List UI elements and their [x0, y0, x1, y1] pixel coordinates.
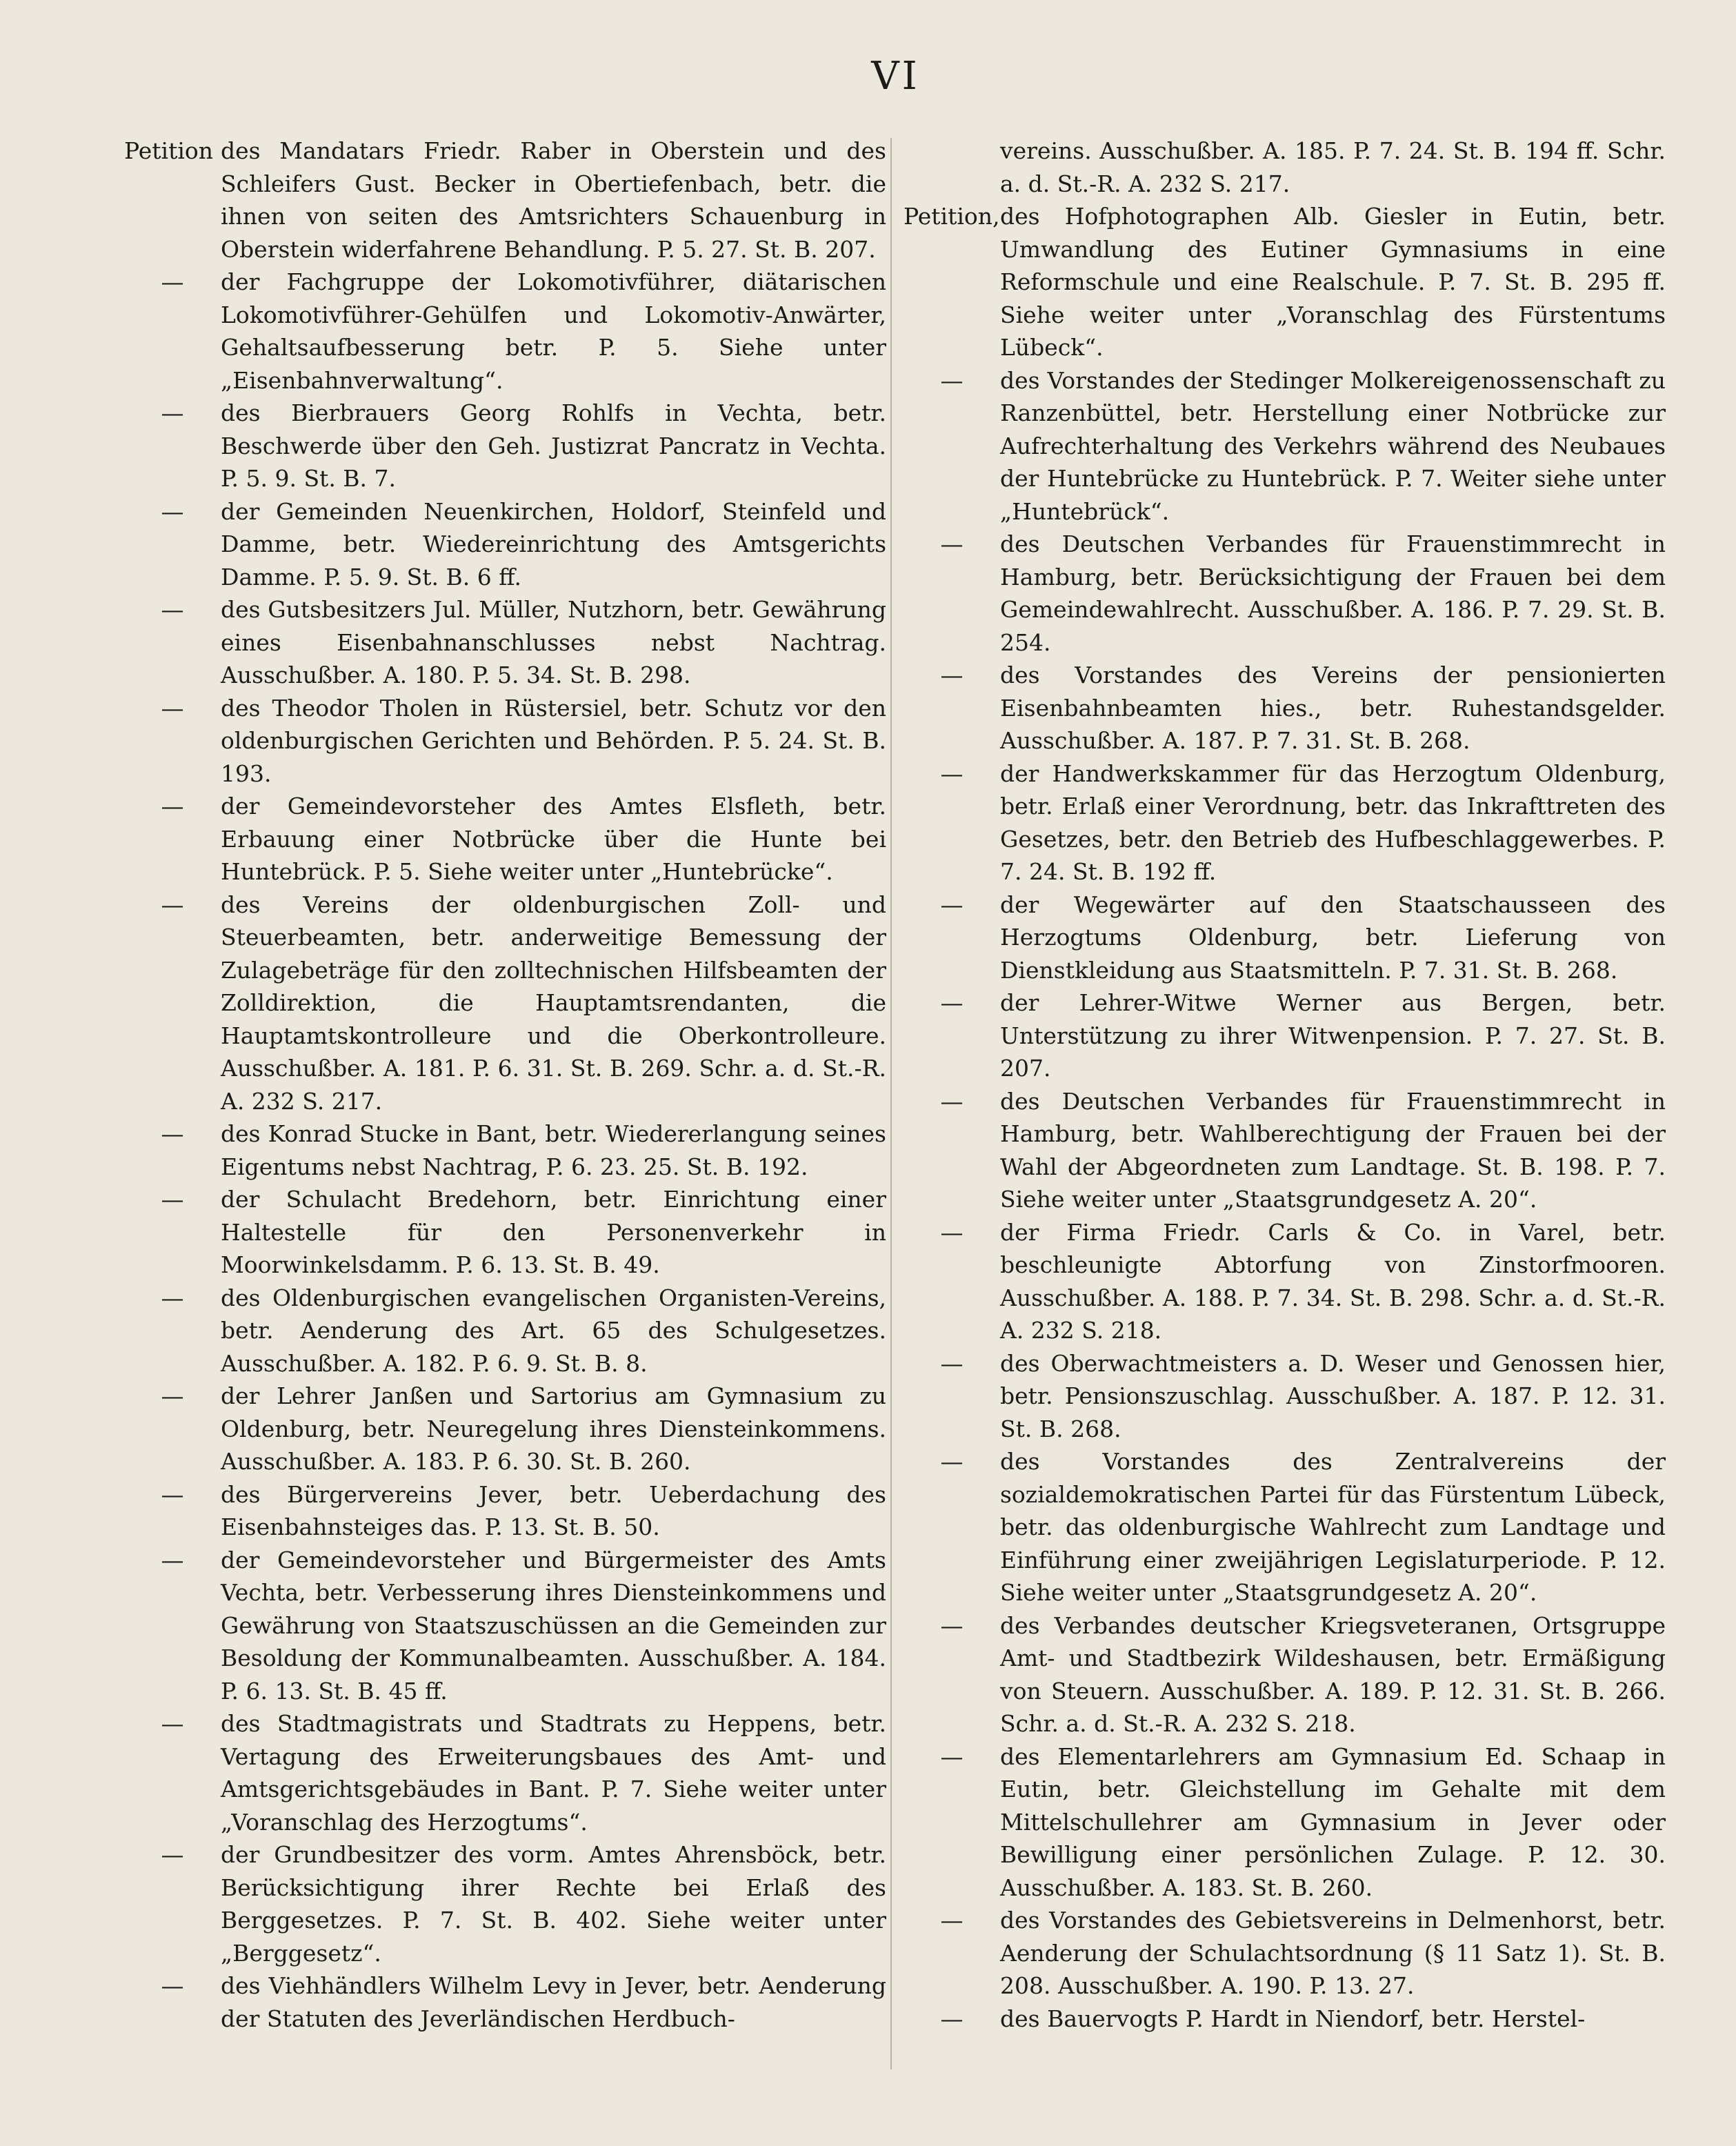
entry-text: des Verbandes deutscher Kriegsveteranen, Ortsgruppe Amt- und Stadtbezirk Wildeshausen, betr. Ermäßigung von Steuern. Ausschußber. A. 189. P. 12. 31. St. B. 266. Schr. a. d. St.-R. A. 232 S. 218. [1000, 1611, 1666, 1737]
index-entry [124, 135, 886, 266]
index-entry [904, 1609, 1666, 1740]
entry-lead: — [161, 1546, 184, 1573]
index-entry [124, 1478, 886, 1544]
entry-lead: — [940, 1218, 964, 1246]
entry-lead: — [161, 1120, 184, 1147]
entry-text: des Bauervogts P. Hardt in Niendorf, betr. Herstel- [1000, 2005, 1586, 2032]
index-entry [124, 593, 886, 692]
entry-lead: — [940, 1907, 964, 1934]
index-entry [124, 1838, 886, 1969]
entry-lead: — [940, 1349, 964, 1377]
entry-text: des Elementarlehrers am Gymnasium Ed. Schaap in Eutin, betr. Gleichstellung im Gehalte mit dem Mittelschullehrer am Gymnasium in Jever oder Bewilligung einer persönlichen Zulage. P. 12. 30. Ausschußber. A. 183. St. B. 260. [1000, 1742, 1666, 1901]
index-entry [124, 1183, 886, 1282]
entry-text: des Theodor Tholen in Rüstersiel, betr. Schutz vor den oldenburgischen Gerichten und Behörden. P. 5. 24. St. B. 193. [221, 694, 886, 787]
index-entry [904, 659, 1666, 757]
entry-lead: — [940, 1742, 964, 1770]
right-column [904, 135, 1666, 2035]
index-entry [904, 200, 1666, 364]
entry-lead: — [161, 793, 184, 819]
index-entry [124, 1544, 886, 1708]
entry-text: des Bürgervereins Jever, betr. Ueberdachung des Eisenbahnsteiges das. P. 13. St. B. 50. [221, 1480, 886, 1540]
entry-text: der Grundbesitzer des vorm. Amtes Ahrensböck, betr. Berücksichtigung ihrer Rechte bei Erlaß des Berggesetzes. P. 7. St. B. 402. Siehe weiter unter „Berggesetz“. [221, 1841, 886, 1967]
entry-lead: — [161, 1382, 184, 1409]
index-entry [124, 790, 886, 888]
index-entry [904, 135, 1666, 200]
entry-text: des Deutschen Verbandes für Frauenstimmrecht in Hamburg, betr. Wahlberechtigung der Frauen bei der Wahl der Abgeordneten zum Landtage. St. B. 198. P. 7. Siehe weiter unter „Staatsgrundgesetz A. 20“. [1000, 1087, 1666, 1213]
entry-lead: — [161, 1284, 184, 1311]
entry-text: der Schulacht Bredehorn, betr. Einrichtung einer Haltestelle für den Personenverkehr in Moorwinkelsdamm. P. 6. 13. St. B. 49. [221, 1186, 886, 1278]
entry-lead: — [161, 1841, 184, 1868]
index-entry [904, 1347, 1666, 1446]
index-entry [904, 1216, 1666, 1347]
entry-text: der Lehrer-Witwe Werner aus Bergen, betr. Unterstützung zu ihrer Witwenpension. P. 7. 27. St. B. 207. [1000, 989, 1666, 1082]
entry-text: des Oldenburgischen evangelischen Organisten-Vereins, betr. Aenderung des Art. 65 des Schulgesetzes. Ausschußber. A. 182. P. 6. 9. St. B. 8. [221, 1284, 886, 1377]
entry-text: der Firma Friedr. Carls & Co. in Varel, betr. beschleunigte Abtorfung von Zinstorfmooren. Ausschußber. A. 188. P. 7. 34. St. B. 298. Schr. a. d. St.-R. A. 232 S. 218. [1000, 1218, 1666, 1344]
index-entry [124, 266, 886, 397]
entry-text: des Vereins der oldenburgischen Zoll- und Steuerbeamten, betr. anderweitige Bemessung der Zulagebeträge für den zolltechnischen Hilfsbeamten der Zolldirektion, die Hauptamtsrendanten, die Hauptamtskontrolleure und die Oberkontrolleure. Ausschußber. A. 181. P. 6. 31. St. B. 269. Schr. a. d. St.-R. A. 232 S. 217. [221, 891, 886, 1115]
entry-text: des Mandatars Friedr. Raber in Oberstein und des Schleifers Gust. Becker in Obertiefenbach, betr. die ihnen von seiten des Amtsrichters Schauenburg in Oberstein widerfahrene Behandlung. P. 5. 27. St. B. 207. [221, 137, 886, 263]
index-entry [904, 2003, 1666, 2036]
entry-lead: — [940, 1448, 964, 1475]
entry-text: der Gemeinden Neuenkirchen, Holdorf, Steinfeld und Damme, betr. Wiedereinrichtung des Amtsgerichts Damme. P. 5. 9. St. B. 6 ff. [221, 497, 886, 590]
index-entry [904, 528, 1666, 659]
entry-lead: — [161, 1710, 184, 1737]
index-entry [904, 1904, 1666, 2003]
entry-text: des Hofphotographen Alb. Giesler in Eutin, betr. Umwandlung des Eutiner Gymnasiums in eine Reformschule und eine Realschule. P. 7. St. B. 295 ff. Siehe weiter unter „Voranschlag des Fürstentums Lübeck“. [1000, 203, 1666, 361]
entry-text: des Oberwachtmeisters a. D. Weser und Genossen hier, betr. Pensionszuschlag. Ausschußber. A. 187. P. 12. 31. St. B. 268. [1000, 1349, 1666, 1442]
entry-text: der Wegewärter auf den Staatschausseen des Herzogtums Oldenburg, betr. Lieferung von Dienstkleidung aus Staatsmitteln. P. 7. 31. St. B. 268. [1000, 891, 1666, 984]
index-entry [124, 495, 886, 594]
entry-lead: — [940, 366, 964, 394]
entry-text: des Vorstandes des Zentralvereins der sozialdemokratischen Partei für das Fürstentum Lübeck, betr. das oldenburgische Wahlrecht zum Landtage und Einführung einer zweijährigen Legislaturperiode. P. 12. Siehe weiter unter „Staatsgrundgesetz A. 20“. [1000, 1448, 1666, 1606]
entry-text: der Handwerkskammer für das Herzogtum Oldenburg, betr. Erlaß einer Verordnung, betr. das Inkrafttreten des Gesetzes, betr. den Betrieb des Hufbeschlaggewerbes. P. 7. 24. St. B. 192 ff. [1000, 759, 1666, 885]
index-entry [124, 888, 886, 1118]
column-divider [890, 138, 892, 2069]
entry-lead: — [161, 596, 184, 623]
entry-lead: — [161, 399, 184, 426]
entry-lead: — [161, 268, 184, 295]
index-entry [124, 1380, 886, 1478]
index-entry [124, 397, 886, 495]
index-entry [904, 1445, 1666, 1609]
entry-lead: — [940, 759, 964, 787]
entry-lead: — [940, 530, 964, 557]
index-entry [904, 757, 1666, 888]
index-entry [124, 1707, 886, 1838]
entry-lead: — [940, 2005, 964, 2032]
index-entry [124, 1117, 886, 1183]
entry-lead: — [940, 1611, 964, 1639]
entry-text: des Bierbrauers Georg Rohlfs in Vechta, betr. Beschwerde über den Geh. Justizrat Pancratz in Vechta. P. 5. 9. St. B. 7. [221, 399, 886, 492]
index-entry [124, 1969, 886, 2035]
entry-text: der Gemeindevorsteher und Bürgermeister des Amts Vechta, betr. Verbesserung ihres Diensteinkommens und Gewährung von Staatszuschüssen an die Gemeinden zur Besoldung der Kommunalbeamten. Ausschußber. A. 184. P. 6. 13. St. B. 45 ff. [221, 1546, 886, 1705]
index-entry [124, 1282, 886, 1380]
entry-text: des Deutschen Verbandes für Frauenstimmrecht in Hamburg, betr. Berücksichtigung der Frauen bei dem Gemeindewahlrecht. Ausschußber. A. 186. P. 7. 29. St. B. 254. [1000, 530, 1666, 656]
entry-lead: — [161, 891, 184, 918]
left-column [124, 135, 886, 2035]
page-number: VI [871, 54, 920, 99]
entry-text: des Konrad Stucke in Bant, betr. Wiedererlangung seines Eigentums nebst Nachtrag, P. 6. 23. 25. St. B. 192. [221, 1120, 886, 1180]
entry-lead: — [940, 1087, 964, 1115]
entry-text: des Gutsbesitzers Jul. Müller, Nutzhorn, betr. Gewährung eines Eisenbahnanschlusses nebst Nachtrag. Ausschußber. A. 180. P. 5. 34. St. B. 298. [221, 596, 886, 688]
entry-lead: — [161, 1480, 184, 1508]
entry-lead: — [940, 989, 964, 1016]
entry-text: vereins. Ausschußber. A. 185. P. 7. 24. St. B. 194 ff. Schr. a. d. St.-R. A. 232 S. 217. [1000, 137, 1666, 197]
entry-text: des Stadtmagistrats und Stadtrats zu Heppens, betr. Vertagung des Erweiterungsbaues des Amt- und Amtsgerichtsgebäudes in Bant. P. 7. Siehe weiter unter „Voranschlag des Herzogtums“. [221, 1710, 886, 1836]
entry-text: des Viehhändlers Wilhelm Levy in Jever, betr. Aenderung der Statuten des Jeverländischen Herdbuch- [221, 1972, 886, 2032]
index-entry [124, 692, 886, 791]
entry-lead: — [940, 662, 964, 688]
index-entry [904, 888, 1666, 987]
entry-text: der Gemeindevorsteher des Amtes Elsfleth, betr. Erbauung einer Notbrücke über die Hunte bei Huntebrück. P. 5. Siehe weiter unter „Huntebrücke“. [221, 793, 886, 885]
entry-lead: — [161, 1186, 184, 1213]
entry-lead: — [161, 694, 184, 722]
entry-text: des Vorstandes des Gebietsvereins in Delmenhorst, betr. Aenderung der Schulachtsordnung (§ 11 Satz 1). St. B. 208. Ausschußber. A. 190. P. 13. 27. [1000, 1907, 1666, 1999]
index-entry [904, 364, 1666, 528]
entry-text: des Vorstandes des Vereins der pensionierten Eisenbahnbeamten hies., betr. Ruhestandsgelder. Ausschußber. A. 187. P. 7. 31. St. B. 268. [1000, 662, 1666, 754]
entry-lead: — [161, 1972, 184, 1999]
index-entry [904, 1740, 1666, 1905]
entry-lead: Petition, [904, 203, 1000, 230]
entry-lead: — [161, 497, 184, 525]
entry-lead: — [940, 891, 964, 918]
entry-text: der Lehrer Janßen und Sartorius am Gymnasium zu Oldenburg, betr. Neuregelung ihres Diensteinkommens. Ausschußber. A. 183. P. 6. 30. St. B. 260. [221, 1382, 886, 1475]
index-entry [904, 986, 1666, 1085]
index-entry [904, 1085, 1666, 1216]
entry-text: der Fachgruppe der Lokomotivführer, diätarischen Lokomotivführer-Gehülfen und Lokomotiv-Anwärter, Gehaltsaufbesserung betr. P. 5. Siehe unter „Eisenbahnverwaltung“. [221, 268, 886, 394]
entry-lead: Petition [124, 137, 214, 164]
entry-text: des Vorstandes der Stedinger Molkereigenossenschaft zu Ranzenbüttel, betr. Herstellung einer Notbrücke zur Aufrechterhaltung des Verkehrs während des Neubaues der Huntebrücke zu Huntebrück. P. 7. Weiter siehe unter „Huntebrück“. [1000, 366, 1666, 525]
